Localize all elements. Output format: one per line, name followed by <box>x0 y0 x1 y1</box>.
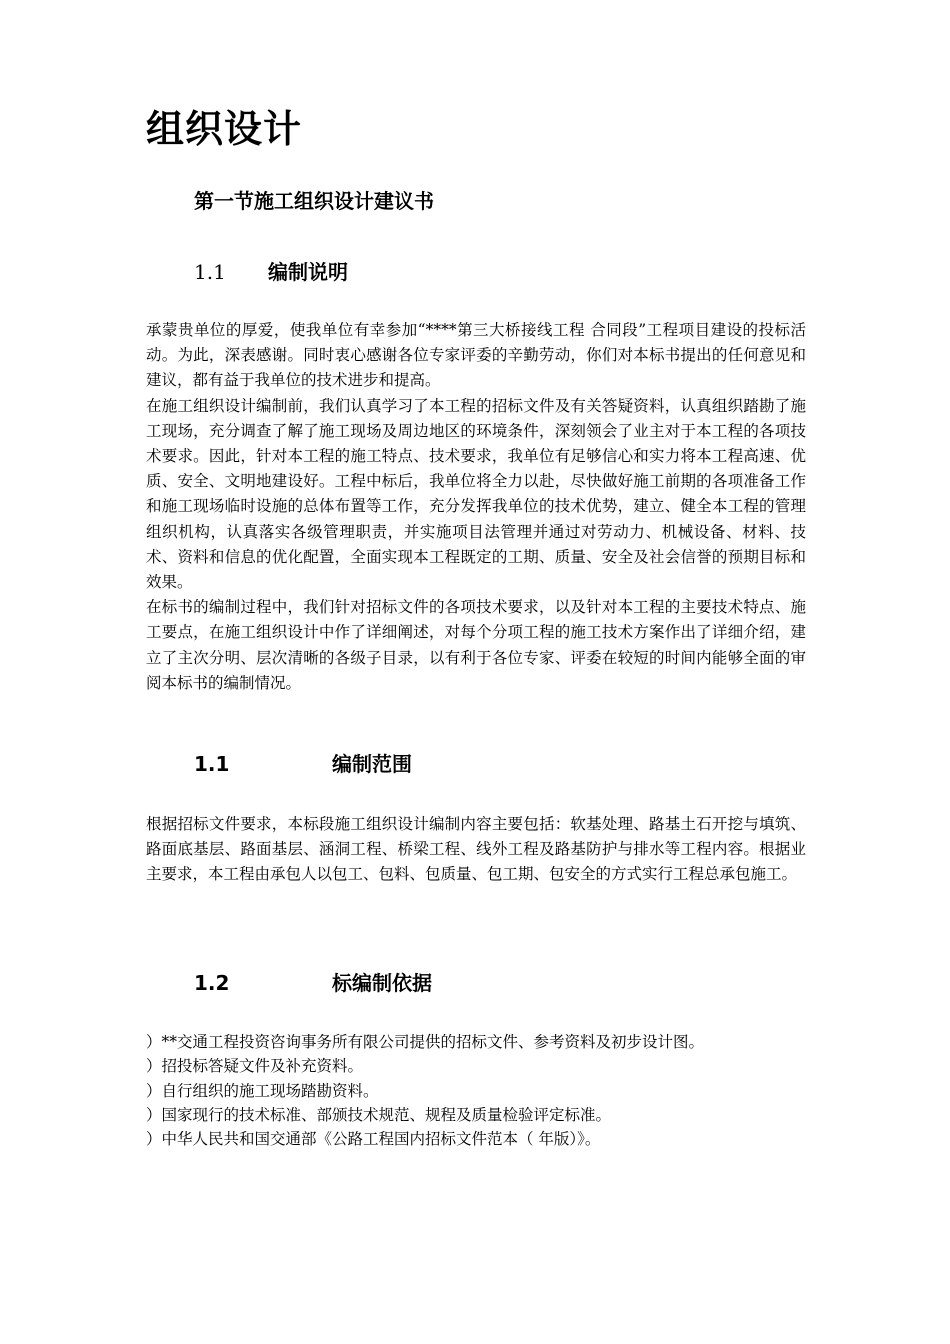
list-item: ）中华人民共和国交通部《公路工程国内招标文件范本（ 年版）》。 <box>146 1130 601 1149</box>
paragraph: 在标书的编制过程中，我们针对招标文件的各项技术要求，以及针对本工程的主要技术特点、施工要点，在施工组织设计中作了详细阐述，对每个分项工程的施工技术方案作出了详细介绍，建立了主次分明、层次清晰的各级子目录，以有利于各位专家、评委在较短的时间内能够全面的审阅本标书的编制情况。 <box>146 598 806 692</box>
list-item: ）**交通工程投资咨询事务所有限公司提供的招标文件、参考资料及初步设计图。 <box>146 1033 705 1051</box>
compilation-basis-list <box>146 1030 806 1151</box>
compilation-scope-body <box>146 812 806 888</box>
subsection-number: 1.1 <box>194 752 230 776</box>
subsection-number: 1.1 <box>194 260 226 284</box>
paragraph: 根据招标文件要求，本标段施工组织设计编制内容主要包括：软基处理、路基土石开挖与填筑、路面底基层、路面基层、涵洞工程、桥梁工程、线外工程及路基防护与排水等工程内容。根据业主要求，本工程由承包人以包工、包料、包质量、包工期、包安全的方式实行工程总承包施工。 <box>146 815 806 884</box>
document-title: 组织设计 <box>146 107 303 151</box>
subsection-heading-compilation-scope <box>194 750 412 778</box>
subsection-heading-compilation-basis <box>194 969 432 997</box>
list-item: ）自行组织的施工现场踏勘资料。 <box>146 1081 379 1100</box>
subsection-number: 1.2 <box>194 971 230 995</box>
section-heading: 第一节施工组织设计建议书 <box>194 189 434 213</box>
compilation-notes-body <box>146 318 806 696</box>
list-item: ）招投标答疑文件及补充资料。 <box>146 1057 364 1076</box>
subsection-heading-compilation-notes <box>194 258 348 286</box>
list-item: ）国家现行的技术标准、部颁技术规范、规程及质量检验评定标准。 <box>146 1105 612 1124</box>
paragraph: 承蒙贵单位的厚爱，使我单位有幸参加“****第三大桥接线工程 合同段”工程项目建设的投标活动。为此，深表感谢。同时衷心感谢各位专家评委的辛勤劳动，你们对本标书提出的任何意见和建议，都有益于我单位的技术进步和提高。 <box>146 321 806 390</box>
subsection-title: 编制范围 <box>332 752 412 776</box>
subsection-title: 标编制依据 <box>332 971 432 995</box>
paragraph: 在施工组织设计编制前，我们认真学习了本工程的招标文件及有关答疑资料，认真组织踏勘了施工现场，充分调查了解了施工现场及周边地区的环境条件，深刻领会了业主对于本工程的各项技术要求。因此，针对本工程的施工特点、技术要求，我单位有足够信心和实力将本工程高速、优质、安全、文明地建设好。工程中标后，我单位将全力以赴，尽快做好施工前期的各项准备工作和施工现场临时设施的总体布置等工作，充分发挥我单位的技术优势，建立、健全本工程的管理组织机构，认真落实各级管理职责，并实施项目法管理并通过对劳动力、机械设备、材料、技术、资料和信息的优化配置，全面实现本工程既定的工期、质量、安全及社会信誉的预期目标和效果。 <box>146 396 806 592</box>
subsection-title: 编制说明 <box>268 260 348 284</box>
